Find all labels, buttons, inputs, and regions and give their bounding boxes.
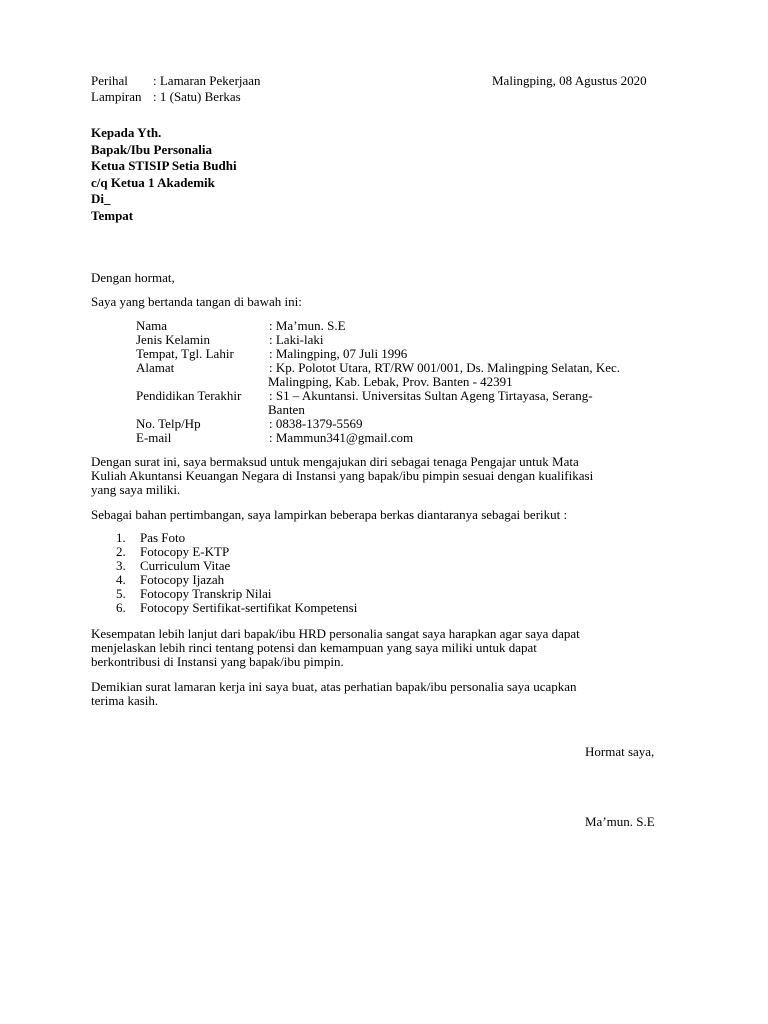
paragraph-closing-line: Demikian surat lamaran kerja ini saya buat, atas perhatian bapak/ibu personalia saya ucapkan	[91, 679, 577, 694]
paragraph-purpose-line: Dengan surat ini, saya bermaksud untuk mengajukan diri sebagai tenaga Pengajar untuk Mata	[91, 454, 579, 469]
list-text: Fotocopy Transkrip Nilai	[140, 586, 272, 601]
field-label: No. Telp/Hp	[136, 416, 201, 431]
lampiran-row	[91, 89, 241, 105]
paragraph-purpose-line: Kuliah Akuntansi Keuangan Negara di Instansi yang bapak/ibu pimpin sesuai dengan kualifikasi	[91, 468, 594, 483]
perihal-label: Perihal	[91, 73, 128, 88]
recipient-line: Tempat	[91, 207, 134, 223]
paragraph-hope-line: Kesempatan lebih lanjut dari bapak/ibu HRD personalia sangat saya harapkan agar saya dapat	[91, 626, 580, 641]
list-number: 4.	[116, 572, 126, 587]
recipient-line: Ketua STISIP Setia Budhi	[91, 158, 237, 173]
recipient-line: Bapak/Ibu Personalia	[91, 141, 213, 157]
list-number: 5.	[116, 586, 126, 601]
place-date: Malingping, 08 Agustus 2020	[492, 73, 647, 88]
field-value: Banten	[268, 402, 305, 417]
lampiran-label: Lampiran	[91, 89, 142, 104]
closing-greeting: Hormat saya,	[585, 744, 655, 759]
field-label: Alamat	[136, 360, 175, 375]
field-value: Malingping, Kab. Lebak, Prov. Banten - 42391	[268, 374, 513, 389]
field-value: : Malingping, 07 Juli 1996	[269, 346, 408, 361]
paragraph-purpose-line: yang saya miliki.	[91, 482, 181, 497]
field-value: : 0838-1379-5569	[269, 416, 363, 431]
list-text: Fotocopy E-KTP	[140, 544, 230, 559]
recipient-line: Di_	[91, 191, 111, 206]
perihal-row	[91, 73, 261, 89]
recipient-block	[91, 125, 237, 224]
field-label: Jenis Kelamin	[136, 332, 211, 347]
recipient-line: c/q Ketua 1 Akademik	[91, 174, 215, 190]
field-label: Nama	[136, 318, 168, 333]
paragraph-attachments-intro: Sebagai bahan pertimbangan, saya lampirkan beberapa berkas diantaranya sebagai berikut :	[91, 507, 568, 522]
list-text: Pas Foto	[140, 530, 186, 545]
list-text: Fotocopy Ijazah	[140, 572, 225, 587]
list-text: Curriculum Vitae	[140, 558, 231, 573]
list-number: 1.	[116, 530, 126, 545]
paragraph-hope-line: berkontribusi di Instansi yang bapak/ibu pimpin.	[91, 654, 344, 669]
field-label: Tempat, Tgl. Lahir	[136, 346, 234, 361]
field-label: Pendidikan Terakhir	[136, 388, 242, 403]
field-label: E-mail	[136, 430, 172, 445]
list-number: 3.	[116, 558, 126, 573]
salutation: Dengan hormat,	[91, 270, 175, 285]
field-value: : Laki-laki	[269, 332, 324, 347]
field-value: : Kp. Polotot Utara, RT/RW 001/001, Ds. Malingping Selatan, Kec.	[269, 360, 621, 375]
field-value: : S1 – Akuntansi. Universitas Sultan Ageng Tirtayasa, Serang-	[269, 388, 593, 403]
paragraph-closing-line: terima kasih.	[91, 693, 159, 708]
list-text: Fotocopy Sertifikat-sertifikat Kompetensi	[140, 600, 358, 615]
lampiran-value: : 1 (Satu) Berkas	[153, 89, 241, 104]
list-number: 6.	[116, 600, 126, 615]
list-number: 2.	[116, 544, 126, 559]
intro-text: Saya yang bertanda tangan di bawah ini:	[91, 294, 302, 309]
field-value: : Ma’mun. S.E	[269, 318, 346, 333]
recipient-line: Kepada Yth.	[91, 125, 162, 140]
perihal-value: : Lamaran Pekerjaan	[153, 73, 261, 88]
signature-name: Ma’mun. S.E	[585, 814, 655, 829]
paragraph-hope-line: menjelaskan lebih rinci tentang potensi dan kemampuan yang saya miliki untuk dapat	[91, 640, 537, 655]
field-value: : Mammun341@gmail.com	[269, 430, 414, 445]
